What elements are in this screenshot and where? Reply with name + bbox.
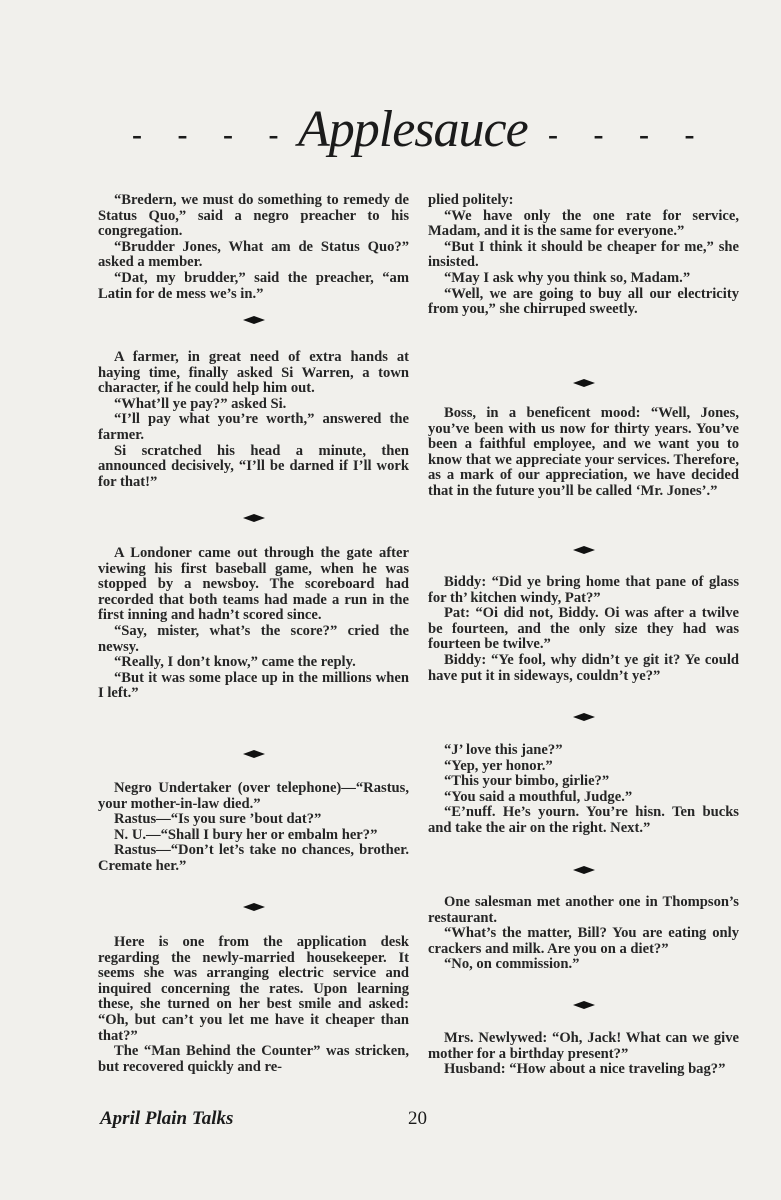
title-row xyxy=(0,100,781,170)
anecdote xyxy=(428,193,739,318)
paragraph: “J’ love this jane?” xyxy=(444,742,563,758)
paragraph: “Yep, yer honor.” xyxy=(444,757,553,774)
paragraph: “Dat, my brudder,” said the preacher, “am Latin for de mess we’s in.” xyxy=(98,269,409,302)
anecdote xyxy=(98,193,409,302)
paragraph: “But it was some place up in the millions when I left.” xyxy=(98,669,409,702)
paragraph: Rastus—“Is you sure ’bout dat?” xyxy=(114,811,322,828)
paragraph: Negro Undertaker (over telephone)—“Rastus, your mother-in-law died.” xyxy=(98,780,409,812)
diamond-separator-icon xyxy=(573,1001,595,1009)
anecdote xyxy=(98,935,409,1075)
paragraph: Rastus—“Don’t let’s take no chances, brother. Cremate her.” xyxy=(98,842,409,874)
title-dashes-left: - - - - xyxy=(132,118,293,151)
paragraph: “Say, mister, what’s the score?” cried the newsy. xyxy=(98,622,409,655)
paragraph: Si scratched his head a minute, then announced decisively, “I’ll be darned if I’ll work for that!” xyxy=(98,442,409,490)
paragraph: A farmer, in great need of extra hands at haying time, finally asked Si Warren, a town character, if he could help him out. xyxy=(98,349,409,397)
diamond-separator-icon xyxy=(573,546,595,554)
paragraph: One salesman met another one in Thompson’s restaurant. xyxy=(428,894,739,926)
paragraph: Biddy: “Ye fool, why didn’t ye git it? Ye could have put it in sideways, couldn’t ye?” xyxy=(428,651,739,684)
paragraph: “Really, I don’t know,” came the reply. xyxy=(114,654,356,671)
paragraph: “You said a mouthful, Judge.” xyxy=(444,788,633,805)
paragraph: Biddy: “Did ye bring home that pane of glass for th’ kitchen windy, Pat?” xyxy=(428,574,739,606)
paragraph: “Brudder Jones, What am de Status Quo?” asked a member. xyxy=(98,238,409,271)
paragraph: “E’nuff. He’s yourn. You’re hisn. Ten bucks and take the air on the right. Next.” xyxy=(428,804,739,836)
diamond-separator-icon xyxy=(573,379,595,387)
paragraph: plied politely: xyxy=(428,192,514,208)
paragraph: N. U.—“Shall I bury her or embalm her?” xyxy=(114,826,378,843)
paragraph: Boss, in a beneficent mood: “Well, Jones, you’ve been with us now for thirty years. You’ve been a faithful employee, and we want you to know that we appreciate your services. Therefore, as a mark of our appreciation, we have decided that in the future you’ll be called ‘Mr. Jones’.” xyxy=(428,405,739,499)
paragraph: “I’ll pay what you’re worth,” answered the farmer. xyxy=(98,411,409,443)
diamond-separator-icon xyxy=(243,750,265,758)
paragraph: “Well, we are going to buy all our electricity from you,” she chirruped sweetly. xyxy=(428,285,739,318)
paragraph: “This your bimbo, girlie?” xyxy=(444,773,610,790)
diamond-separator-icon xyxy=(243,903,265,911)
paragraph: “We have only the one rate for service, Madam, and it is the same for everyone.” xyxy=(428,207,739,240)
paragraph: “But I think it should be cheaper for me,” she insisted. xyxy=(428,238,739,271)
page-number: 20 xyxy=(408,1108,427,1129)
title-dashes-right: - - - - xyxy=(548,118,709,151)
anecdote xyxy=(98,781,409,875)
diamond-separator-icon xyxy=(243,316,265,324)
paragraph: “Bredern, we must do something to remedy de Status Quo,” said a negro preacher to his congregation. xyxy=(98,192,409,240)
footer-publication: April Plain Talks xyxy=(100,1108,234,1129)
anecdote xyxy=(98,546,409,702)
paragraph: The “Man Behind the Counter” was stricken, but recovered quickly and re- xyxy=(98,1043,409,1075)
anecdote xyxy=(428,575,739,684)
anecdote xyxy=(428,895,739,973)
paragraph: “May I ask why you think so, Madam.” xyxy=(444,269,691,286)
anecdote xyxy=(428,743,739,837)
page-title: Applesauce xyxy=(298,101,528,158)
diamond-separator-icon xyxy=(243,514,265,522)
paragraph: Pat: “Oi did not, Biddy. Oi was after a twilve be fourteen, and the only size they had was fourteen be twilve.” xyxy=(428,605,739,653)
anecdote xyxy=(98,350,409,490)
paragraph: “No, on commission.” xyxy=(444,956,580,973)
anecdote xyxy=(428,1031,739,1078)
anecdote xyxy=(428,406,739,500)
paragraph: “What’ll ye pay?” asked Si. xyxy=(114,395,287,412)
paragraph: Mrs. Newlywed: “Oh, Jack! What can we give mother for a birthday present?” xyxy=(428,1030,739,1062)
paragraph: A Londoner came out through the gate after viewing his first baseball game, when he was stopped by a newsboy. The scoreboard had recorded that both teams had made a run in the first inning and hadn’t scored since. xyxy=(98,545,409,624)
paragraph: “What’s the matter, Bill? You are eating only crackers and milk. Are you on a diet?” xyxy=(428,925,739,957)
paragraph: Husband: “How about a nice traveling bag?” xyxy=(444,1061,726,1078)
diamond-separator-icon xyxy=(573,713,595,721)
diamond-separator-icon xyxy=(573,866,595,874)
paragraph: Here is one from the application desk regarding the newly-married housekeeper. It seems she was arranging electric service and inquired concerning the rates. Upon learning these, she turned on her best smile and asked: “Oh, but can’t you let me have it cheaper than that?” xyxy=(98,934,409,1044)
